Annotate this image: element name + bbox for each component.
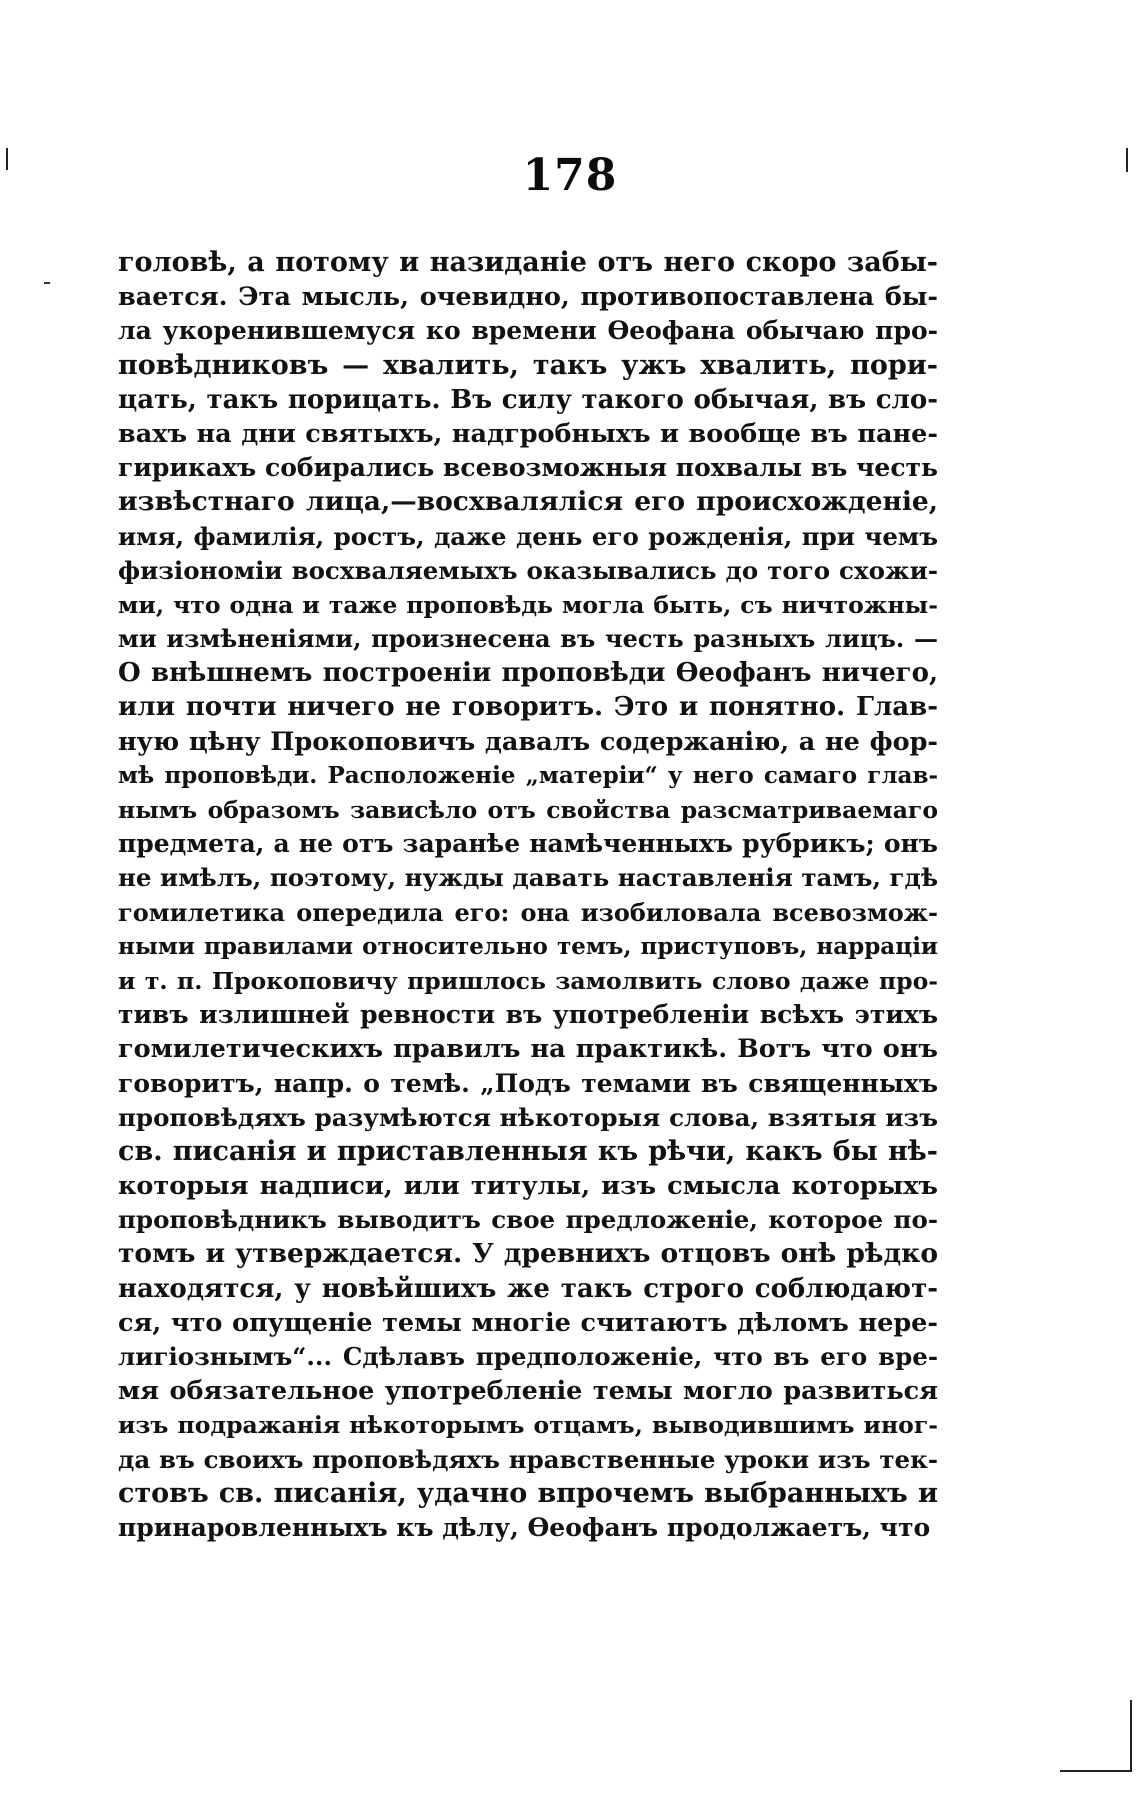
body-text <box>118 246 938 1545</box>
text-line: которыя надписи, или титулы, изъ смысла которыхъ <box>118 1171 938 1202</box>
text-line: повѣдниковъ — хвалить, такъ ужъ хвалить, пори- <box>118 349 938 381</box>
scan-artifact-dash <box>44 282 50 284</box>
text-line: изъ подражанія нѣкоторымъ отцамъ, выводившимъ иног- <box>118 1411 938 1440</box>
text-line: не имѣлъ, поэтому, нужды давать наставленія тамъ, гдѣ <box>118 863 939 893</box>
text-line: ми измѣненіями, произнесена въ честь разныхъ лицъ. — <box>118 624 938 654</box>
text-line: вахъ на дни святыхъ, надгробныхъ и вообще въ пане- <box>118 418 938 449</box>
text-line: ную цѣну Прокоповичъ давалъ содержанію, а не фор- <box>118 726 938 757</box>
text-line: да въ своихъ проповѣдяхъ нравственные уроки изъ тек- <box>118 1444 938 1474</box>
text-line: принаровленныхъ къ дѣлу, Ѳеофанъ продолжаетъ, что <box>118 1512 931 1542</box>
text-line: лигіознымъ“... Сдѣлавъ предположеніе, что въ его вре- <box>118 1342 938 1371</box>
page-number: 178 <box>522 150 618 201</box>
text-line: физіономіи восхваляемыхъ оказывались до того схожи- <box>118 555 938 585</box>
text-line: проповѣдяхъ разумѣются нѣкоторыя слова, взятыя изъ <box>118 1102 938 1132</box>
text-line: или почти ничего не говоритъ. Это и понятно. Глав- <box>118 692 938 723</box>
text-line: нымъ образомъ зависѣло отъ свойства разсматриваемаго <box>118 796 938 824</box>
text-line: извѣстнаго лица,—восхваляліся его происхожденіе, <box>118 486 938 518</box>
text-line: цать, такъ порицать. Въ силу такого обычая, въ сло- <box>118 384 938 415</box>
text-line: мя обязательное употребленіе темы могло развиться <box>118 1376 938 1407</box>
text-line: ся, что опущеніе темы многіе считаютъ дѣломъ нере- <box>118 1307 938 1338</box>
text-line: стовъ св. писанія, удачно впрочемъ выбранныхъ и <box>118 1477 938 1509</box>
text-line: имя, фамилія, ростъ, даже день его рожденія, при чемъ <box>118 521 938 551</box>
text-line: проповѣдникъ выводитъ свое предложеніе, которое по- <box>118 1205 938 1235</box>
text-line: говоритъ, напр. о темѣ. „Подъ темами въ священныхъ <box>118 1068 938 1098</box>
text-line: и т. п. Прокоповичу пришлось замолвить слово даже про- <box>118 966 938 995</box>
scan-corner-mark <box>1060 1700 1132 1772</box>
text-line: мѣ проповѣди. Расположеніе „матеріи“ у него самаго глав- <box>118 761 938 789</box>
text-line: ла укоренившемуся ко времени Ѳеофана обычаю про- <box>118 316 938 346</box>
text-line: томъ и утверждается. У древнихъ отцовъ онѣ рѣдко <box>118 1238 938 1270</box>
text-line: ми, что одна и таже проповѣдь могла быть, съ ничтожны- <box>118 590 938 619</box>
text-line: гомилетика опередила его: она изобиловала всевозмож- <box>118 897 938 927</box>
text-line: головѣ, а потому и назиданіе отъ него скоро забы- <box>118 247 938 278</box>
text-line: тивъ излишней ревности въ употребленіи всѣхъ этихъ <box>118 1000 938 1030</box>
text-line: гомилетическихъ правилъ на практикѣ. Вотъ что онъ <box>118 1034 938 1065</box>
text-line: гирикахъ собирались всевозможныя похвалы въ честь <box>118 453 938 483</box>
text-line: ными правилами относительно темъ, приступовъ, нарраціи <box>118 932 938 960</box>
text-line: находятся, у новѣйшихъ же такъ строго соблюдают- <box>118 1273 938 1304</box>
text-line: предмета, а не отъ заранѣе намѣченныхъ рубрикъ; онъ <box>118 829 938 859</box>
text-line: вается. Эта мысль, очевидно, противопоставлена бы- <box>118 282 938 313</box>
text-line: О внѣшнемъ построеніи проповѣди Ѳеофанъ ничего, <box>118 658 938 689</box>
text-line: св. писанія и приставленныя къ рѣчи, какъ бы нѣ- <box>118 1135 938 1167</box>
